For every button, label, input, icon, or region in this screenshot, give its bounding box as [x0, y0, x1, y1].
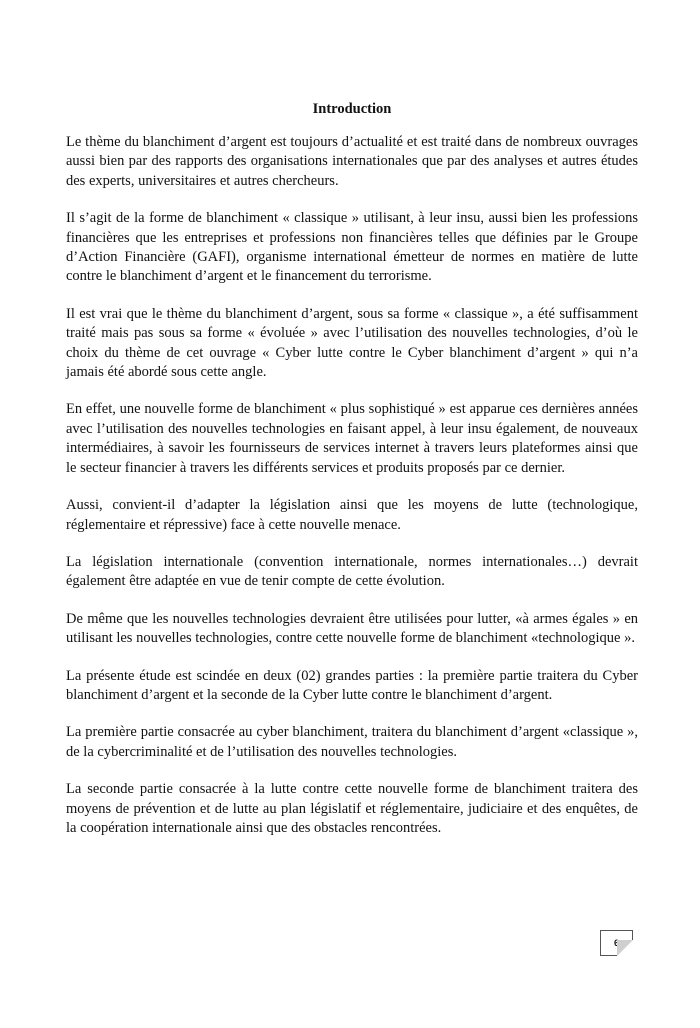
paragraph-4: En effet, une nouvelle forme de blanchiment « plus sophistiqué » est apparue ces dernières années avec l’utilisation des nouvelles technologies en faisant appel, à leur insu également, de nouveaux intermédiaires, à savoir les fournisseurs de services internet à travers leurs plateformes ainsi que le secteur financier à travers les différents services et produits proposés par ce dernier. — [66, 401, 638, 476]
paragraph-8: La présente étude est scindée en deux (02) grandes parties : la première partie traitera du Cyber blanchiment d’argent et la seconde de la Cyber lutte contre le blanchiment d’argent. — [66, 667, 638, 703]
paragraph-1: Le thème du blanchiment d’argent est toujours d’actualité et est traité dans de nombreux ouvrages aussi bien par des rapports des organisations internationales que par des analyses et autres études des experts, universitaires et autres chercheurs. — [66, 134, 638, 189]
paragraph-6: La législation internationale (convention internationale, normes internationales…) devrait également être adaptée en vue de tenir compte de cette évolution. — [66, 553, 638, 590]
page-fold-corner — [617, 940, 633, 956]
section-title: Introduction — [312, 101, 392, 117]
paragraph-10: La seconde partie consacrée à la lutte contre cette nouvelle forme de blanchiment traitera des moyens de prévention et de lutte au plan législatif et réglementaire, judiciaire et des enquêtes, de la coopération internationale ainsi que des obstacles rencontrées. — [66, 781, 638, 836]
paragraph-3: Il est vrai que le thème du blanchiment d’argent, sous sa forme « classique », a été suffisamment traité mais pas sous sa forme « évoluée » avec l’utilisation des nouvelles technologies, d’où le choix du thème de cet ouvrage « Cyber lutte contre le Cyber blanchiment d’argent » qui n’a jamais été abordé sous cette angle. — [66, 305, 638, 381]
document-page — [66, 100, 638, 856]
paragraph-9: La première partie consacrée au cyber blanchiment, traitera du blanchiment d’argent «classique », de la cybercriminalité et de l’utilisation des nouvelles technologies. — [66, 724, 638, 760]
paragraph-7: De même que les nouvelles technologies devraient être utilisées pour lutter, «à armes égales » en utilisant les nouvelles technologies, contre cette nouvelle forme de blanchiment «technologique ». — [66, 610, 638, 647]
page-number: 6 — [613, 938, 619, 948]
paragraph-2: Il s’agit de la forme de blanchiment « classique » utilisant, à leur insu, aussi bien les professions financières que les entreprises et professions non financières telles que définies par le Groupe d’Action Financière (GAFI), organisme international émetteur de normes en matière de lutte contre le blanchiment d’argent et le financement du terrorisme. — [66, 210, 638, 285]
paragraph-5: Aussi, convient-il d’adapter la législation ainsi que les moyens de lutte (technologique, réglementaire et répressive) face à cette nouvelle menace. — [66, 497, 638, 533]
page-number-box — [600, 930, 633, 956]
